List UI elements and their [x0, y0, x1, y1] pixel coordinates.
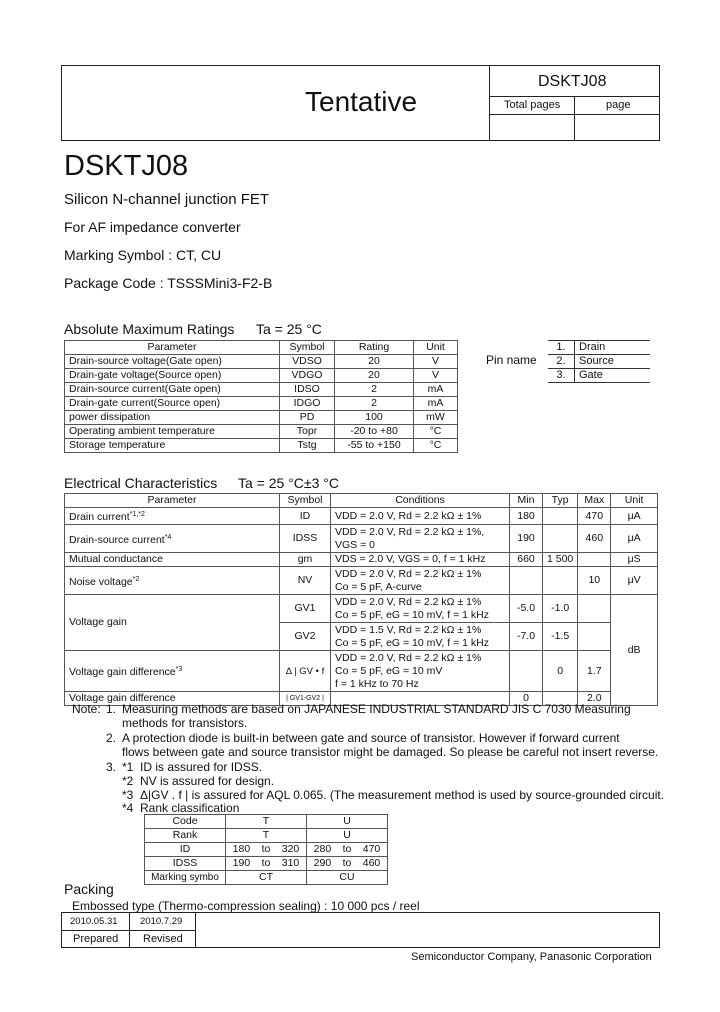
ec-cond-line: VDD = 2.0 V, Rd = 2.2 kΩ ± 1%, — [335, 525, 485, 538]
ec-min: 0 — [510, 692, 543, 706]
ec-typ — [543, 508, 578, 525]
pin-num: 2. — [548, 355, 575, 369]
table-row — [145, 871, 388, 885]
ec-symbol: GV2 — [280, 623, 331, 651]
amr-header-row — [65, 341, 458, 355]
ec-param — [65, 525, 280, 553]
rank-cell: ID — [145, 843, 226, 857]
ec-param-text: Noise voltage — [69, 575, 133, 588]
rank-cell: to — [257, 857, 275, 871]
footnote-mark: *1,*2 — [129, 511, 145, 518]
rank-marking-u: CU — [306, 871, 387, 885]
ec-param-text: Drain-source current — [69, 533, 165, 546]
amr-cell: mA — [414, 397, 458, 411]
page-label: page — [606, 99, 631, 111]
ec-cond-line: VDD = 2.0 V, Rd = 2.2 kΩ ± 1% — [335, 595, 482, 608]
ec-param — [65, 508, 280, 525]
pin-num: 3. — [548, 369, 575, 383]
table-row — [65, 508, 658, 525]
packing-title: Packing — [64, 881, 114, 897]
rank-cell: 290 — [306, 857, 337, 871]
amr-table — [64, 340, 458, 453]
amr-cell: V — [414, 355, 458, 369]
table-row — [65, 369, 458, 383]
amr-h-rating: Rating — [335, 341, 414, 355]
rank-cell: Rank — [145, 829, 226, 843]
ec-unit: μA — [611, 525, 658, 553]
amr-cell: Drain-source current(Gate open) — [65, 383, 280, 397]
ec-cond — [331, 595, 510, 623]
table-row — [65, 567, 658, 595]
ec-h-param: Parameter — [65, 494, 280, 508]
ec-unit: μS — [611, 553, 658, 567]
note-1-line-b: methods for transistors. — [122, 716, 248, 730]
rank-marking-label: Marking symbo — [145, 871, 226, 885]
amr-cell: 2 — [335, 383, 414, 397]
company-name: Semiconductor Company, Panasonic Corporation — [411, 951, 652, 963]
ec-param — [65, 567, 280, 595]
ec-typ — [543, 567, 578, 595]
subnote-4: Rank classification — [140, 801, 240, 815]
ec-max — [578, 595, 611, 623]
table-row — [65, 553, 658, 567]
footer-col-line — [129, 912, 130, 948]
table-row — [65, 439, 458, 453]
ec-typ: -1.0 — [543, 595, 578, 623]
ec-h-unit: Unit — [611, 494, 658, 508]
ec-cond-line: f = 1 kHz to 70 Hz — [335, 677, 419, 690]
rank-table — [144, 814, 388, 885]
ec-cond — [331, 525, 510, 553]
ec-param-text: Voltage gain difference — [69, 666, 176, 678]
pin-name-label: Pin name — [486, 353, 537, 367]
ec-cond: VDS = 2.0 V, VGS = 0, f = 1 kHz — [331, 553, 510, 567]
ec-cond: VDD = 2.0 V, Rd = 2.2 kΩ ± 1% — [331, 508, 510, 525]
packing-line: Embossed type (Thermo-compression sealing) : 10 000 pcs / reel — [72, 899, 420, 913]
ec-h-max: Max — [578, 494, 611, 508]
ec-cond-line: Co = 5 pF, eG = 10 mV, f = 1 kHz — [335, 608, 489, 621]
ec-min: -5.0 — [510, 595, 543, 623]
amr-cell: Storage temperature — [65, 439, 280, 453]
note-1-line-a: Measuring methods are based on JAPANESE INDUSTRIAL STANDARD JIS C 7030 Measuring — [122, 702, 631, 716]
ec-h-conditions: Conditions — [331, 494, 510, 508]
list-item — [548, 369, 650, 383]
amr-cell: 100 — [335, 411, 414, 425]
amr-h-symbol: Symbol — [280, 341, 335, 355]
table-row — [65, 595, 658, 623]
ec-symbol: IDSS — [280, 525, 331, 553]
ec-symbol: GV1 — [280, 595, 331, 623]
ec-header-row — [65, 494, 658, 508]
ec-param — [65, 651, 280, 692]
rank-header-row — [145, 815, 388, 829]
ec-max: 470 — [578, 508, 611, 525]
package-code: Package Code : TSSSMini3-F2-B — [64, 275, 273, 291]
part-heading: DSKTJ08 — [64, 150, 189, 182]
ec-min: 660 — [510, 553, 543, 567]
table-row — [65, 355, 458, 369]
description: Silicon N-channel junction FET — [64, 191, 270, 208]
date-revised: 2010.7.29 — [140, 916, 183, 927]
rank-cell: 280 — [306, 843, 337, 857]
rank-cell: to — [257, 843, 275, 857]
ec-unit-db: dB — [611, 595, 658, 706]
rank-h-code: Code — [145, 815, 226, 829]
ec-unit: μV — [611, 567, 658, 595]
ec-min: 190 — [510, 525, 543, 553]
ec-typ: -1.5 — [543, 623, 578, 651]
amr-cell: °C — [414, 439, 458, 453]
rank-cell: 310 — [275, 857, 306, 871]
footnote-mark: *3 — [175, 666, 183, 673]
ec-cond — [331, 623, 510, 651]
amr-cell: °C — [414, 425, 458, 439]
ec-title: Electrical Characteristics — [64, 475, 218, 491]
subnote-3-mark: *3 — [122, 788, 134, 802]
rank-marking-t: CT — [226, 871, 307, 885]
amr-cell: Drain-gate current(Source open) — [65, 397, 280, 411]
table-row — [145, 857, 388, 871]
amr-cell: -20 to +80 — [335, 425, 414, 439]
subnote-1-mark: *1 — [122, 760, 134, 774]
footnote-mark: *4 — [164, 533, 172, 541]
subnote-2-mark: *2 — [122, 774, 134, 788]
amr-cell: Topr — [280, 425, 335, 439]
ec-cond-line: VDD = 2.0 V, Rd = 2.2 kΩ ± 1% — [335, 567, 482, 580]
ec-max: 10 — [578, 567, 611, 595]
ec-cond-line: VGS = 0 — [335, 538, 375, 551]
subnote-4-mark: *4 — [122, 801, 134, 815]
ec-symbol: NV — [280, 567, 331, 595]
ec-cond — [331, 567, 510, 595]
table-row — [145, 829, 388, 843]
ec-min — [510, 567, 543, 595]
ec-max: 460 — [578, 525, 611, 553]
amr-title: Absolute Maximum Ratings — [64, 321, 235, 337]
rank-cell: IDSS — [145, 857, 226, 871]
amr-h-unit: Unit — [414, 341, 458, 355]
pin-label: Source — [579, 355, 614, 367]
ec-cond-line: Co = 5 pF, eG = 10 mV, f = 1 kHz — [335, 636, 489, 649]
table-row — [65, 525, 658, 553]
ec-max — [578, 623, 611, 651]
rank-cell: 320 — [275, 843, 306, 857]
ec-cond-line: VDD = 2.0 V, Rd = 2.2 kΩ ± 1% — [335, 651, 482, 664]
rank-cell: 460 — [356, 857, 387, 871]
ec-h-symbol: Symbol — [280, 494, 331, 508]
ec-cond — [331, 651, 510, 692]
ec-cond-line: VDD = 1.5 V, Rd = 2.2 kΩ ± 1% — [335, 623, 482, 636]
ec-min: 180 — [510, 508, 543, 525]
ec-max — [578, 553, 611, 567]
list-item — [548, 355, 650, 369]
ec-unit: μA — [611, 508, 658, 525]
ec-symbol: ID — [280, 508, 331, 525]
table-row — [65, 651, 658, 692]
ec-min — [510, 651, 543, 692]
rank-h-t: T — [226, 815, 307, 829]
amr-cell: -55 to +150 — [335, 439, 414, 453]
amr-cell: mW — [414, 411, 458, 425]
footer-row-line — [61, 930, 195, 931]
date-prepared: 2010.05.31 — [70, 916, 118, 927]
amr-cell: 20 — [335, 369, 414, 383]
pin-label: Gate — [579, 369, 603, 381]
header-title: Tentative — [305, 86, 418, 117]
amr-cell: Drain-gate voltage(Source open) — [65, 369, 280, 383]
subnote-2: NV is assured for design. — [140, 774, 275, 788]
ec-typ — [543, 525, 578, 553]
subnote-1: ID is assured for IDSS. — [140, 760, 263, 774]
ec-param: Mutual conductance — [65, 553, 280, 567]
amr-cell: IDSO — [280, 383, 335, 397]
amr-cell: 20 — [335, 355, 414, 369]
note-2-line-b: flows between gate and source transistor might be damaged. So please be careful not insert reverse. — [122, 745, 659, 759]
ec-param: Voltage gain difference — [65, 692, 280, 706]
amr-cell: VDGO — [280, 369, 335, 383]
ec-param-text: Drain current — [69, 511, 130, 523]
note-3-num: 3. — [106, 760, 117, 774]
rank-cell: to — [338, 857, 356, 871]
amr-cell: IDGO — [280, 397, 335, 411]
ec-symbol: Δ | GV • f — [280, 651, 331, 692]
table-row — [65, 383, 458, 397]
rank-cell: 180 — [226, 843, 257, 857]
rank-h-u: U — [306, 815, 387, 829]
amr-cell: Drain-source voltage(Gate open) — [65, 355, 280, 369]
rank-cell: U — [306, 829, 387, 843]
amr-condition: Ta = 25 °C — [256, 321, 322, 337]
pin-table — [548, 340, 650, 383]
ec-max: 2.0 — [578, 692, 611, 706]
table-row — [145, 843, 388, 857]
amr-cell: power dissipation — [65, 411, 280, 425]
ec-param: Voltage gain — [65, 595, 280, 651]
total-pages-label: Total pages — [504, 99, 561, 111]
header-part-no: DSKTJ08 — [538, 73, 607, 90]
ec-max: 1.7 — [578, 651, 611, 692]
note-2-num: 2. — [106, 731, 117, 745]
header-col-line — [574, 96, 575, 141]
ec-condition: Ta = 25 °C±3 °C — [238, 475, 339, 491]
amr-cell: 2 — [335, 397, 414, 411]
list-item — [548, 341, 650, 355]
amr-cell: mA — [414, 383, 458, 397]
ec-h-min: Min — [510, 494, 543, 508]
amr-cell: VDSO — [280, 355, 335, 369]
note-1-num: 1. — [106, 702, 117, 716]
note-2-line-a: A protection diode is built-in between gate and source of transistor. However if forward current — [122, 731, 620, 745]
rank-cell: T — [226, 829, 307, 843]
header-divider — [489, 65, 490, 141]
ec-cond-line: Co = 5 pF, A-curve — [335, 580, 422, 593]
revised-label: Revised — [143, 933, 183, 945]
amr-cell: PD — [280, 411, 335, 425]
rank-cell: to — [338, 843, 356, 857]
marking-symbol: Marking Symbol : CT, CU — [64, 247, 222, 263]
ec-table — [64, 493, 658, 706]
prepared-label: Prepared — [73, 933, 119, 945]
pin-label: Drain — [579, 341, 606, 353]
note-label: Note: — [72, 702, 101, 716]
rank-cell: 190 — [226, 857, 257, 871]
amr-cell: V — [414, 369, 458, 383]
amr-h-param: Parameter — [65, 341, 280, 355]
subnote-3: Δ|GV . f | is assured for AQL 0.065. (The measurement method is used by source-grounded circuit. — [140, 788, 665, 802]
table-row — [65, 397, 458, 411]
application: For AF impedance converter — [64, 219, 241, 235]
ec-typ: 1 500 — [543, 553, 578, 567]
ec-h-typ: Typ — [543, 494, 578, 508]
footnote-mark: *2 — [132, 575, 140, 583]
amr-cell: Tstg — [280, 439, 335, 453]
table-row — [65, 425, 458, 439]
amr-cell: Operating ambient temperature — [65, 425, 280, 439]
pin-num: 1. — [548, 341, 575, 355]
ec-typ: 0 — [543, 651, 578, 692]
rank-cell: 470 — [356, 843, 387, 857]
ec-cond-line: Co = 5 pF, eG = 10 mV — [335, 664, 443, 677]
footer-col-line-2 — [195, 912, 196, 948]
ec-symbol: gm — [280, 553, 331, 567]
ec-min: -7.0 — [510, 623, 543, 651]
table-row — [65, 411, 458, 425]
ec-symbol: | GV1-GV2 | — [280, 692, 331, 706]
